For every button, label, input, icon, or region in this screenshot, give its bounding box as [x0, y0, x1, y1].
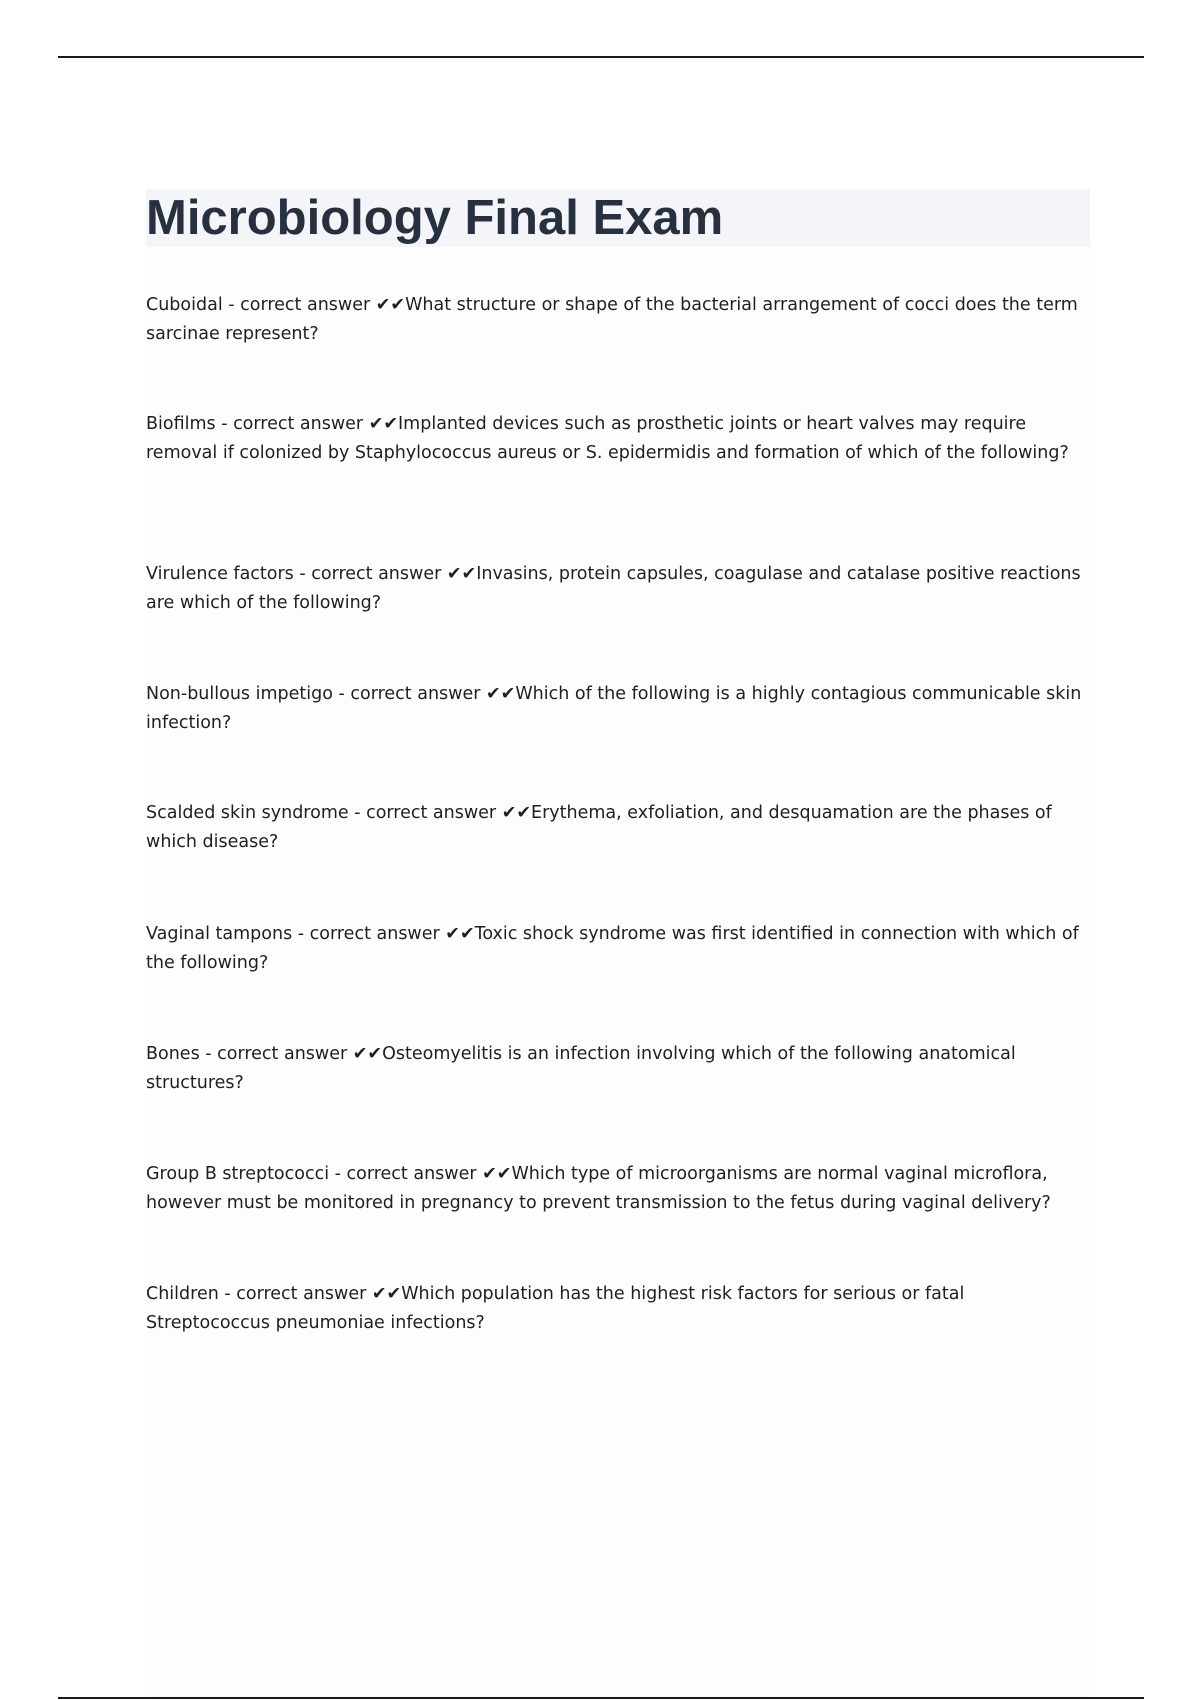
correct-answer-label: - correct answer [222, 295, 376, 315]
answer-text: Non-bullous impetigo [146, 684, 333, 704]
document-title: Microbiology Final Exam [146, 191, 724, 245]
qa-item [146, 291, 1090, 349]
correct-answer-label: - correct answer [348, 803, 502, 823]
question-text: Which type of microorganisms are normal vaginal microflora, however must be monitored in pregnancy to prevent transmission to the fetus during vaginal delivery? [146, 1164, 1051, 1213]
header-rule [58, 56, 1144, 58]
answer-text: Cuboidal [146, 295, 223, 315]
correct-answer-label: - correct answer [215, 414, 369, 434]
question-text: Erythema, exfoliation, and desquamation are the phases of which disease? [146, 803, 1052, 852]
answer-text: Vaginal tampons [146, 924, 293, 944]
correct-answer-label: - correct answer [292, 924, 446, 944]
qa-item [146, 1160, 1090, 1218]
double-check-icon: ✔✔ [368, 414, 399, 434]
correct-answer-label: - correct answer [329, 1164, 483, 1184]
correct-answer-label: - correct answer [332, 684, 486, 704]
question-text: Implanted devices such as prosthetic joints or heart valves may require removal if colonized by Staphylococcus aureus or S. epidermidis and formation of which of the following? [146, 414, 1069, 463]
qa-item [146, 920, 1090, 978]
answer-text: Scalded skin syndrome [146, 803, 349, 823]
answer-text: Children [146, 1284, 219, 1304]
question-text: Toxic shock syndrome was first identified in connection with which of the following? [146, 924, 1079, 973]
double-check-icon: ✔✔ [352, 1044, 383, 1064]
correct-answer-label: - correct answer [199, 1044, 353, 1064]
qa-item [146, 1040, 1090, 1098]
answer-text: Bones [146, 1044, 200, 1064]
double-check-icon: ✔✔ [371, 1284, 402, 1304]
question-text: Osteomyelitis is an infection involving which of the following anatomical structures? [146, 1044, 1016, 1093]
double-check-icon: ✔✔ [482, 1164, 512, 1184]
qa-item [146, 1280, 1090, 1338]
question-text: What structure or shape of the bacterial arrangement of cocci does the term sarcinae represent? [146, 295, 1078, 344]
question-text: Which of the following is a highly contagious communicable skin infection? [146, 684, 1082, 733]
answer-text: Biofilms [146, 414, 216, 434]
correct-answer-label: - correct answer [293, 564, 447, 584]
double-check-icon: ✔✔ [486, 684, 516, 704]
question-text: Which population has the highest risk factors for serious or fatal Streptococcus pneumoniae infections? [146, 1284, 965, 1333]
qa-item [146, 680, 1090, 738]
qa-item [146, 410, 1090, 468]
answer-text: Virulence factors [146, 564, 294, 584]
double-check-icon: ✔✔ [375, 295, 406, 315]
qa-item [146, 560, 1090, 618]
qa-item [146, 799, 1090, 857]
footer-rule [58, 1697, 1144, 1699]
answer-text: Group B streptococci [146, 1164, 330, 1184]
correct-answer-label: - correct answer [218, 1284, 372, 1304]
double-check-icon: ✔✔ [446, 564, 477, 584]
double-check-icon: ✔✔ [501, 803, 532, 823]
double-check-icon: ✔✔ [445, 924, 475, 944]
question-text: Invasins, protein capsules, coagulase and catalase positive reactions are which of the following? [146, 564, 1081, 613]
